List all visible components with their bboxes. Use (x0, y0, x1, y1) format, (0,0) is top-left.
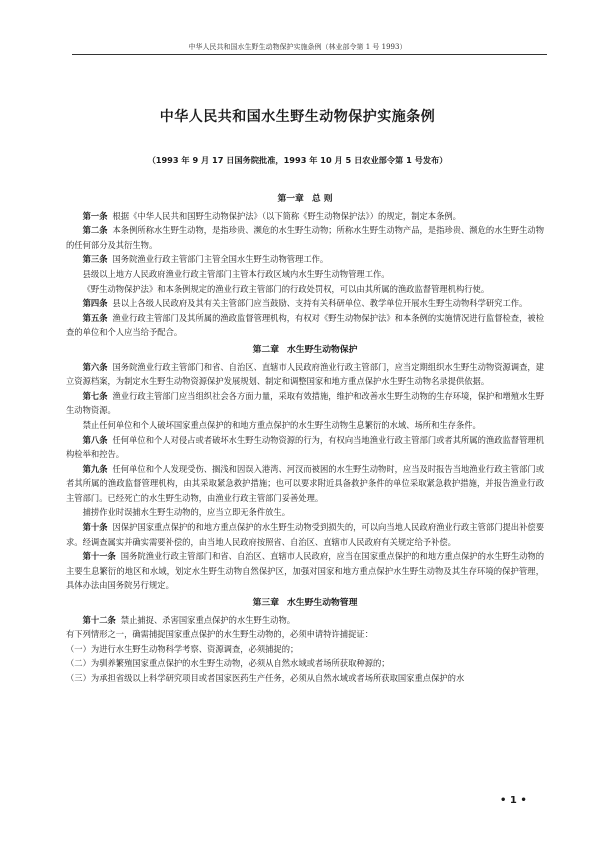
article-paragraph: 有下列情形之一，确需捕捉国家重点保护的水生野生动物的，必须申请特许捕捉证： (66, 629, 373, 640)
article-text: 任何单位和个人发现受伤、搁浅和因误入港湾、河汊而被困的水生野生动物时，应当及时报告当地渔业行政主管部门或者其所属的渔政监督管理机构，由其采取紧急救护措施；也可以要求附近具备救护条件的单位采取紧急救护措施，并报告渔业行政主管部门。已经死亡的水生野生动物，由渔业行政主管部门妥善处理。 (66, 463, 544, 503)
list-item: （三）为承担省级以上科学研究项目或者国家医药生产任务，必须从自然水域或者场所获取国家重点保护的水 (66, 673, 465, 683)
article (66, 209, 544, 224)
article-text: 县级以上地方人民政府渔业行政主管部门主管本行政区域内水生野生动物管理工作。 (82, 268, 390, 279)
article-label: 第一条 (82, 210, 108, 221)
article-label: 第三条 (82, 254, 108, 265)
chapter-title: 水生野生动物保护 (287, 344, 358, 355)
article (66, 462, 544, 506)
article-text: 捕捞作业时误捕水生野生动物的，应当立即无条件放生。 (82, 507, 291, 518)
list-item: （一）为进行水生野生动物科学考察、资源调查，必须捕捉的； (66, 643, 299, 654)
article-text: 《野生动物保护法》和本条例规定的渔业行政主管部门的行政处罚权，可以由其所属的渔政监督管理机构行使。 (82, 283, 490, 294)
article-paragraph (66, 505, 544, 520)
article-text: 县以上各级人民政府及其有关主管部门应当鼓励、支持有关科研单位、教学单位开展水生野生动物科学研究工作。 (112, 298, 528, 309)
chapter-heading (66, 192, 544, 207)
chapter-title: 总 则 (311, 194, 333, 204)
article-text: 禁止捕捉、杀害国家重点保护的水生野生动物。 (120, 614, 296, 625)
article-text: 禁止任何单位和个人破坏国家重点保护的和地方重点保护的水生野生动物生息繁衍的水域、场所和生存条件。 (82, 419, 481, 430)
article (66, 252, 544, 267)
article-text: 渔业行政主管部门应当组织社会各方面力量，采取有效措施，维护和改善水生野生动物的生存环境，保护和增殖水生野生动物资源。 (66, 390, 544, 416)
document-body (66, 189, 544, 686)
article-text: 国务院渔业行政主管部门和省、自治区、直辖市人民政府，应当在国家重点保护的和地方重点保护的水生野生动物的主要生息繁衍的地区和水域，划定水生野生动物自然保护区，加强对国家和地方重点保护水生野生动物及其生存环境的保护管理，具体办法由国务院另行规定。 (66, 551, 544, 591)
article (66, 223, 544, 252)
chapter-number: 第二章 (252, 344, 279, 355)
article-label: 第五条 (82, 312, 108, 323)
article-label: 第十二条 (82, 614, 116, 625)
chapter-number: 第一章 (277, 194, 304, 204)
list-item: （二）为驯养繁殖国家重点保护的水生野生动物，必须从自然水域或者场所获取种源的； (66, 658, 390, 669)
document-title: 中华人民共和国水生野生动物保护实施条例 (159, 109, 436, 125)
article-label: 第十条 (82, 522, 108, 533)
document-subtitle: （1993 年 9 月 17 日国务院批准，1993 年 10 月 5 日农业部令第 1 号发布） (147, 155, 448, 165)
article-text: 因保护国家重点保护的和地方重点保护的水生野生动物受到损失的，可以向当地人民政府渔业行政主管部门提出补偿要求。经调查属实并确实需要补偿的，由当地人民政府按照省、自治区、直辖市人民政府有关规定给予补偿。 (66, 522, 544, 547)
article (66, 549, 544, 593)
chapter-number: 第三章 (252, 598, 279, 609)
article (66, 311, 544, 340)
article-paragraph (66, 282, 544, 297)
article (66, 296, 544, 311)
article-text: 国务院渔业行政主管部门主管全国水生野生动物管理工作。 (112, 254, 329, 265)
article (66, 360, 544, 389)
article-label: 第八条 (82, 434, 108, 445)
chapter-heading (66, 343, 544, 358)
article-label: 第六条 (82, 361, 108, 372)
article-text: 根据《中华人民共和国野生动物保护法》（以下简称《野生动物保护法》）的规定，制定本条例。 (112, 210, 461, 221)
article (66, 389, 544, 418)
article (66, 433, 544, 462)
page-number: • 1 • (500, 795, 527, 806)
article-label: 第四条 (82, 298, 108, 309)
chapter-1-articles (66, 209, 544, 340)
article-label: 第七条 (82, 390, 108, 401)
article-text: 渔业行政主管部门及其所属的渔政监督管理机构，有权对《野生动物保护法》和本条例的实施情况进行监督检查，被检查的单位和个人应当给予配合。 (66, 312, 544, 338)
chapter-heading (66, 596, 544, 611)
article-text: 国务院渔业行政主管部门和省、自治区、直辖市人民政府渔业行政主管部门，应当定期组织水生野生动物资源调查，建立资源档案，为制定水生野生动物资源保护发展规划、制定和调整国家和地方重点保护水生野生动物名录提供依据。 (66, 361, 544, 387)
article-label: 第九条 (82, 463, 108, 474)
article-text: 本条例所称水生野生动物，是指珍贵、濒危的水生野生动物；所称水生野生动物产品，是指珍贵、濒危的水生野生动物的任何部分及其衍生物。 (66, 225, 544, 250)
article-text: 任何单位和个人对侵占或者破坏水生野生动物资源的行为，有权向当地渔业行政主管部门或者其所属的渔政监督管理机构检举和控告。 (66, 434, 544, 460)
article-label: 第十一条 (82, 551, 116, 562)
chapter-title: 水生野生动物管理 (287, 598, 358, 609)
article (66, 613, 544, 628)
article-paragraph (66, 267, 544, 282)
header-rule (72, 54, 547, 55)
chapter-2-articles (66, 360, 544, 594)
article (66, 520, 544, 549)
article-label: 第二条 (82, 225, 108, 236)
running-header: 中华人民共和国水生野生动物保护实施条例（林业部令第 1 号 1993） (188, 43, 407, 51)
article-paragraph (66, 418, 544, 433)
